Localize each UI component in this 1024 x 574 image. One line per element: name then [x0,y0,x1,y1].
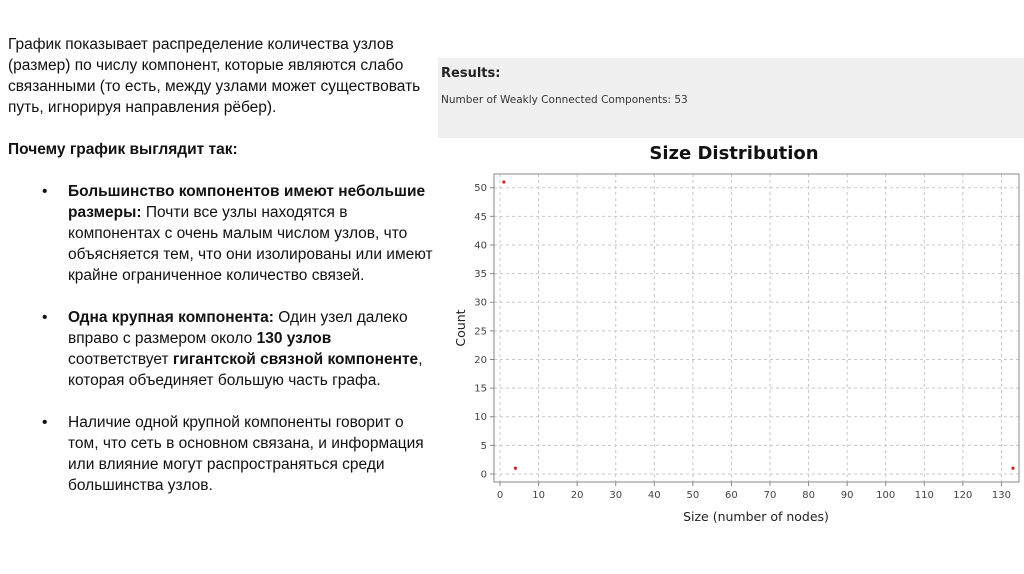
y-tick-label: 15 [474,383,487,395]
x-tick-label: 40 [647,490,661,501]
y-tick-label: 40 [474,240,487,252]
x-tick-label: 110 [914,490,934,501]
y-tick-label: 50 [474,183,487,195]
bullet-small-components [8,181,433,286]
results-title: Results: [441,66,501,81]
x-tick-label: 70 [763,490,777,501]
data-point [1011,467,1014,470]
chart-title: Size Distribution [649,143,819,164]
intro-paragraph: График показывает распределение количества узлов (размер) по числу компонент, которые являются слабо связанными (то есть, между узлами может существовать путь, игнорируя направления рёбер). [8,36,421,116]
why-heading: Почему график выглядит так: [8,141,238,158]
x-tick-label: 100 [876,490,896,501]
x-tick-label: 20 [570,490,584,501]
x-tick-label: 90 [840,490,854,501]
x-axis-label: Size (number of nodes) [683,509,829,524]
bullet2-bold2: 130 узлов [256,330,332,347]
size-distribution-chart [438,138,1024,530]
y-axis-label: Count [453,309,468,347]
x-tick-label: 60 [725,490,738,501]
bullet2-bold3: гигантской связной компоненте [172,351,419,368]
y-tick-label: 10 [474,412,487,424]
y-tick-label: 30 [474,297,487,309]
x-tick-label: 10 [532,490,545,501]
y-tick-label: 5 [480,440,487,452]
bullet2-text3: , которая объединяет большую часть графа. [68,351,423,389]
bullet2-text1: Один узел далеко вправо с размером около [68,309,408,347]
bullet1-text: Почти все узлы находятся в компонентах с очень малым числом узлов, что объясняется тем, что они изолированы или имеют крайне ограниченное количество связей. [68,204,433,284]
bullet2-text2: соответствует [68,351,173,368]
x-tick-label: 80 [802,490,815,501]
x-tick-label: 120 [953,490,973,501]
bullet-icon: • [42,309,48,326]
bullet2-bold1: Одна крупная компонента: [68,309,274,326]
y-tick-label: 0 [480,469,487,481]
bullet-connectivity [8,412,433,496]
y-tick-label: 45 [474,211,487,223]
bullet-icon: • [42,414,48,431]
y-tick-label: 35 [474,269,487,281]
bullet-icon: • [42,183,48,200]
bullet1-bold: Большинство компонентов имеют небольшие размеры: [68,183,426,221]
x-tick-label: 0 [496,490,504,501]
data-point [514,467,517,470]
bullet3-text: Наличие одной крупной компоненты говорит о том, что сеть в основном связана, и информация или влияние могут распространяться среди большинства узлов. [68,414,424,494]
x-tick-label: 30 [609,490,623,501]
weakly-connected-count: Number of Weakly Connected Components: 53 [441,94,688,106]
y-tick-label: 20 [474,354,487,366]
explanation-text [8,34,433,496]
data-point [502,180,505,183]
x-tick-label: 130 [991,490,1011,501]
bullet-large-component [8,307,433,391]
x-tick-label: 50 [686,490,700,501]
y-tick-label: 25 [474,326,487,338]
results-panel [438,58,1024,138]
